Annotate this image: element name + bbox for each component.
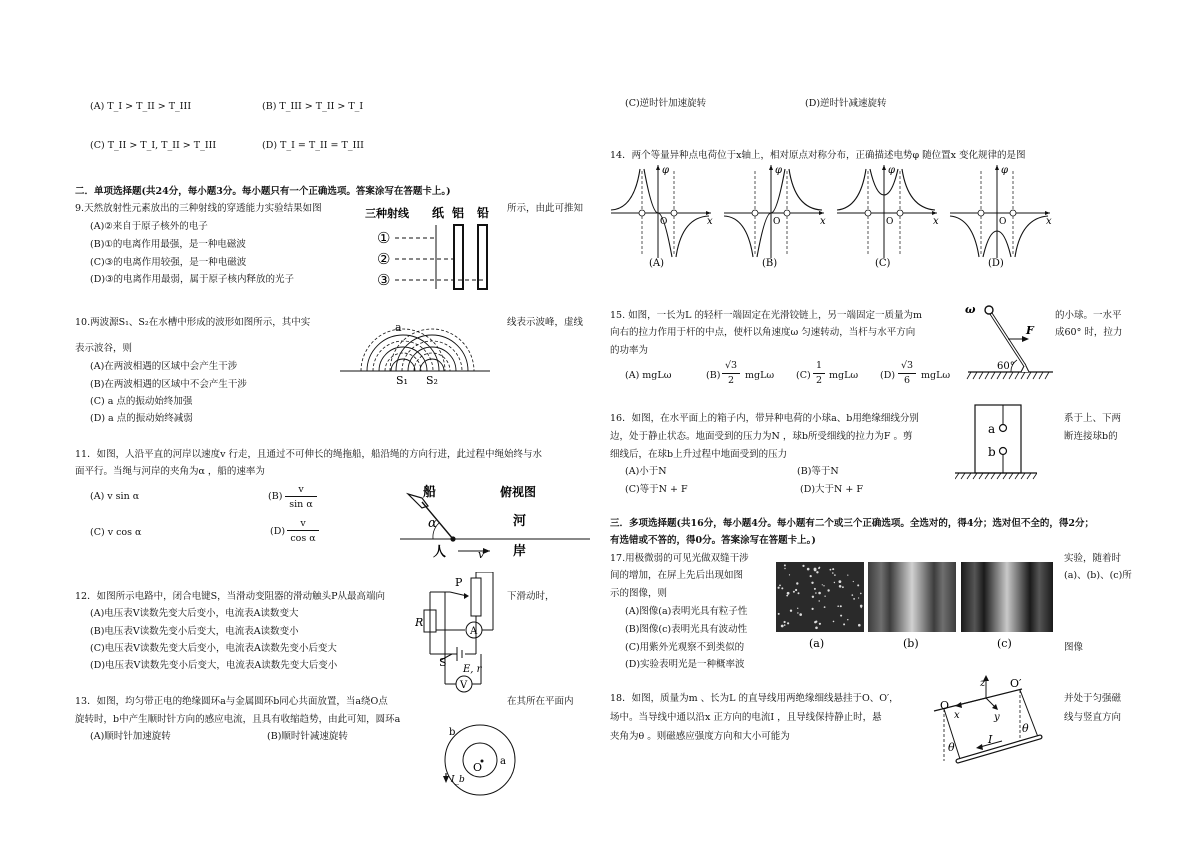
q14-phi-label-A: φ (662, 165, 670, 176)
q17-photon-dot (819, 600, 820, 601)
q17-photon-dot (814, 588, 816, 590)
q17-photon-dot (842, 586, 844, 588)
q11-boat-label: 船 (423, 485, 437, 500)
q17-option-c: (C)用紫外光观察不到类似的 (625, 642, 745, 653)
q15-f-label: F (1026, 324, 1034, 337)
q9-stem-a: 9.天然放射性元素放出的三种射线的穿透能力实验结果如图 (75, 203, 322, 214)
q14-charge-right-B (784, 210, 790, 216)
q15-option-d-num: √3 (900, 360, 914, 371)
q14-phi-arrow-B (769, 165, 773, 170)
q9-option-a: (A)②来自于原子核外的电子 (90, 221, 208, 232)
q11-option-d-den: cos α (290, 533, 316, 544)
q14-stem: 14．两个等量异种点电荷位于x轴上，相对原点对称分布，正确描述电势φ 随位置x 变化规律的是图 (610, 150, 1026, 161)
q14-curve-C (837, 169, 935, 210)
q15-option-c-label: (C) (796, 370, 811, 381)
q11-option-c: (C) v cos α (90, 527, 142, 538)
q17-photon-dot (781, 625, 784, 628)
q17-option-a: (A)图像(a)表明光具有粒子性 (625, 606, 748, 617)
q14-charge-left-C (865, 210, 871, 216)
q17-photon-dot (814, 568, 817, 571)
q17-photon-dot (778, 613, 780, 615)
q15-stem-d: 成60° 时，拉力 (1055, 327, 1123, 338)
q17-photon-dot (860, 593, 862, 595)
q11-person-label: 人 (433, 545, 447, 560)
q11-option-d-num: v (300, 518, 306, 529)
q17-stem-e: 示的图像，则 (610, 588, 668, 599)
q16-option-d: (D)大于N + F (800, 484, 863, 495)
q15-option-d-label: (D) (880, 370, 896, 381)
q11-stem-a: 11．如图，人沿平直的河岸以速度v 行走，且通过不可伸长的绳拖船，船沿绳的方向行进，此过程中绳始终与水 (75, 449, 542, 460)
q17-photon-dot (787, 592, 790, 595)
q15-angle-label: 60° (997, 361, 1015, 372)
q15-option-d-fraction-bar (898, 373, 916, 374)
q11-view-label: 俯视图 (500, 485, 537, 499)
q17-photon-dot (853, 581, 854, 582)
q15-rod-figure (965, 298, 1055, 383)
q14-x-label-B: x (820, 216, 826, 227)
q11-option-a: (A) v sin α (90, 491, 140, 502)
q17-photon-dot (812, 608, 814, 610)
q15-option-b-num: √3 (724, 360, 738, 371)
q9-option-c: (C)③的电离作用较强，是一种电磁波 (90, 257, 247, 268)
q12-ammeter-label: A (470, 626, 478, 637)
q13-stem-b: 在其所在平面内 (507, 696, 574, 707)
q18-point-o-label: O (940, 699, 950, 712)
q14-charge-left-D (978, 210, 984, 216)
q16-ball-b-label: b (988, 445, 996, 459)
q12-p-label: P (455, 576, 463, 589)
q17-photon-dot (779, 585, 781, 587)
q16-stem-d: 断连接球b的 (1064, 431, 1118, 442)
q14-charge-right-A (671, 210, 677, 216)
q17-photon-dot (815, 592, 817, 594)
q14-x-label-C: x (933, 216, 939, 227)
q13-stem-a: 13．如图，均匀带正电的绝缘圆环a与金属圆环b同心共面放置，当a绕O点 (75, 696, 388, 707)
q18-point-o1-label: O′ (1010, 677, 1022, 690)
q11-option-d-label: (D) (270, 526, 286, 537)
q9-option-b: (B)①的电离作用最强，是一种电磁波 (90, 239, 246, 250)
q10-point-a-label: a (395, 321, 402, 334)
q13-stem-c: 旋转时，b中产生顺时针方向的感应电流，且具有收缩趋势，由此可知，圆环a (75, 714, 401, 725)
q13-ring-b-label: b (449, 727, 456, 738)
q17-stem-d: (a)、(b)、(c)所 (1064, 570, 1132, 581)
q17-photon-dot (847, 575, 848, 576)
q15-option-b-label: (B) (706, 370, 721, 381)
q17-photon-dot (839, 585, 842, 588)
q17-photon-dot (819, 623, 821, 625)
q9-ray-1-label: ① (377, 229, 391, 247)
q17-photon-dot (827, 589, 829, 591)
q18-axis-y-label: y (994, 712, 1000, 723)
q14-phi-arrow-C (882, 165, 886, 170)
q17-photon-dot (814, 621, 816, 623)
q17-option-d: (D)实验表明光是一种概率波 (625, 659, 745, 670)
prev-option-b: (B) T_III > T_II > T_I (262, 101, 364, 112)
q12-option-a: (A)电压表V读数先变大后变小，电流表A读数变大 (90, 608, 299, 619)
q17-photon-dot (840, 615, 842, 617)
q18-stem-d: 线与竖直方向 (1064, 712, 1122, 723)
q17-photon-dot (834, 582, 835, 583)
q12-stem-a: 12．如图所示电路中，闭合电键S，当滑动变阻器的滑动触头P从最高端向 (75, 591, 385, 602)
q14-x-arrow-B (819, 211, 824, 215)
q13-option-b: (B)顺时针减速旋转 (267, 731, 348, 742)
q17-photon-dot (781, 587, 783, 589)
q14-origin-label-D: O (999, 217, 1007, 227)
q17-option-c-tail: 图像 (1064, 642, 1084, 653)
q9-ray-2-label: ② (377, 250, 391, 268)
q18-stem-a: 18．如图，质量为m 、长为L 的直导线用两绝缘细线悬挂于O、O′， (610, 693, 899, 704)
q10-s2-label: S₂ (426, 374, 438, 387)
q17-photon-dot (807, 568, 810, 571)
q10-option-c: (C) a 点的振动始终加强 (90, 396, 193, 407)
q14-x-arrow-A (706, 211, 711, 215)
q17-stem-a: 17.用极微弱的可见光做双缝干涉 (610, 553, 749, 564)
q17-photon-dot (840, 605, 842, 607)
q14-x-arrow-C (932, 211, 937, 215)
q17-photon-dot (858, 597, 859, 598)
q13-option-c: (C)逆时针加速旋转 (625, 98, 707, 109)
q15-option-d-tail: mgLω (921, 370, 951, 381)
q17-photon-dot (795, 589, 797, 591)
q14-option-label-D: (D) (988, 258, 1004, 268)
q11-alpha-label: α (428, 516, 437, 531)
q10-stem-c: 表示波谷，则 (75, 343, 133, 354)
q14-charge-right-C (897, 210, 903, 216)
q17-photon-dot (857, 584, 859, 586)
q17-photon-dot (811, 582, 813, 584)
q16-stem-a: 16．如图，在水平面上的箱子内，带异种电荷的小球a、b用绝缘细线分别 (610, 413, 919, 424)
q13-rings-figure (440, 715, 520, 799)
q17-photon-dot (823, 585, 824, 586)
q17-photon-dot (812, 596, 814, 598)
prev-option-d: (D) T_I = T_II = T_III (262, 140, 364, 151)
q17-photon-dot (832, 572, 834, 574)
q15-option-a: (A) mgLω (625, 370, 672, 381)
q18-stem-e: 夹角为θ 。则磁感应强度方向和大小可能为 (610, 731, 790, 742)
q10-wave-figure (340, 318, 490, 388)
q13-option-a: (A)顺时针加速旋转 (90, 731, 171, 742)
q9-option-d: (D)③的电离作用最弱，属于原子核内释放的光子 (90, 274, 295, 285)
q17-label-a: (a) (809, 637, 825, 650)
q9-stem-b: 所示，由此可推知 (507, 203, 584, 214)
q12-switch-label: S (439, 656, 447, 669)
q17-photon-dot (852, 594, 854, 596)
q13-center-o-label: O (473, 761, 483, 774)
q11-stem-b: 面平行。当绳与河岸的夹角为α ，船的速率为 (75, 466, 265, 477)
q12-circuit-figure (415, 572, 500, 694)
q13-ring-a-label: a (500, 756, 506, 767)
q16-option-c: (C)等于N + F (625, 484, 688, 495)
q9-fig-title: 三种射线 (365, 207, 409, 220)
q17-photon-dot (853, 598, 855, 600)
q11-option-b-label: (B) (268, 491, 283, 502)
q17-photon-dot (847, 619, 848, 620)
q17-photon-dot (824, 596, 825, 597)
q10-option-a: (A)在两波相遇的区域中会产生干涉 (90, 361, 238, 372)
q18-wire-figure (930, 675, 1055, 775)
q9-fig-pb: 铅 (477, 206, 490, 220)
q14-graph-group (611, 165, 1052, 268)
q15-stem-c: 向右的拉力作用于杆的中点，使杆以角速度ω 匀速转动，当杆与水平方向 (610, 327, 916, 338)
q17-photon-dot (789, 574, 790, 575)
section2-header: 二．单项选择题(共24分，每小题3分。每小题只有一个正确选项。答案涂写在答题卡上。) (75, 186, 451, 197)
q17-photon-dot (815, 627, 818, 630)
q15-option-c-fraction-bar (813, 373, 825, 374)
q14-phi-label-B: φ (775, 165, 783, 176)
q17-photon-dot (790, 610, 792, 612)
q17-photon-dot (834, 574, 836, 576)
q17-label-b: (b) (903, 637, 919, 650)
q11-option-b-num: v (298, 484, 304, 495)
q11-v-label: v (478, 548, 485, 560)
q16-box-figure (955, 402, 1037, 482)
q17-photon-dot (832, 568, 834, 570)
q17-photon-dot (818, 592, 821, 595)
q11-option-d-fraction-bar (287, 530, 319, 531)
q14-phi-label-D: φ (1001, 165, 1009, 176)
q14-x-arrow-D (1045, 211, 1050, 215)
q17-photon-dot (797, 608, 798, 609)
q18-axis-z-label: z (980, 678, 986, 689)
q17-photon-dot (799, 613, 802, 616)
q14-graphs-figure (608, 163, 1078, 268)
q14-x-label-D: x (1046, 216, 1052, 227)
q17-fringe-figure (773, 560, 1058, 655)
q17-label-c: (c) (997, 637, 1012, 650)
q17-photon-dot (784, 621, 786, 623)
q18-theta-right-label: θ (1022, 722, 1029, 735)
q12-r-label: R (415, 616, 424, 629)
q16-option-a: (A)小于N (625, 466, 667, 477)
q17-photon-dot (816, 571, 818, 573)
q14-origin-label-A: O (660, 217, 668, 227)
q18-theta-left-label: θ (948, 741, 955, 754)
q14-origin-label-C: O (886, 217, 894, 227)
q18-stem-b: 并处于匀强磁 (1064, 693, 1122, 704)
q10-option-b: (B)在两波相遇的区域中不会产生干涉 (90, 379, 247, 390)
q17-image-c (961, 562, 1053, 632)
q14-phi-arrow-D (995, 165, 999, 170)
q14-option-label-B: (B) (762, 258, 778, 268)
q17-photon-dot (858, 624, 861, 627)
q15-stem-a: 15. 如图，一长为L 的轻杆一端固定在光滑铰链上，另一端固定一质量为m (610, 310, 922, 321)
q9-fig-al: 铝 (452, 206, 465, 220)
q16-stem-c: 边，处于静止状态。地面受到的压力为N ，球b所受细线的拉力为F 。剪 (610, 431, 913, 442)
q17-photon-dot (797, 612, 798, 613)
q16-ball-a-label: a (988, 422, 996, 436)
q11-river-label: 河 (513, 514, 527, 529)
q17-option-b: (B)图像(c)表明光具有波动性 (625, 624, 748, 635)
q17-photon-dot (798, 592, 800, 594)
q18-axis-x-label: x (954, 710, 960, 721)
q11-shore-label: 岸 (513, 544, 527, 559)
q11-boat-figure (400, 480, 590, 560)
q12-emf-label: E, r (463, 664, 482, 675)
q9-radiation-figure (365, 205, 500, 293)
q14-phi-label-C: φ (888, 165, 896, 176)
q12-option-d: (D)电压表V读数先变小后变大，电流表A读数先变大后变小 (90, 660, 338, 671)
q12-voltmeter-label: V (460, 680, 468, 691)
q10-option-d: (D) a 点的振动始终减弱 (90, 413, 193, 424)
q12-option-c: (C)电压表V读数先变大后变小，电流表A读数先变小后变大 (90, 643, 337, 654)
q17-photon-dot (778, 587, 780, 589)
q17-photon-dot (802, 565, 804, 567)
q15-option-c-den: 2 (815, 375, 823, 386)
q11-option-b-fraction-bar (285, 496, 317, 497)
q17-photon-dot (784, 564, 786, 566)
q17-photon-dot (861, 607, 862, 608)
q17-photon-dot (830, 569, 832, 571)
q14-option-label-A: (A) (649, 258, 665, 268)
q17-photon-dot (837, 605, 839, 607)
prev-option-a: (A) T_I > T_II > T_III (90, 101, 192, 112)
q14-option-label-C: (C) (875, 258, 891, 268)
prev-option-c: (C) T_II > T_I, T_II > T_III (90, 140, 217, 151)
q12-stem-b: 下滑动时， (507, 591, 555, 602)
q17-photon-dot (818, 567, 820, 569)
q14-origin-label-B: O (773, 217, 781, 227)
q10-s1-label: S₁ (396, 374, 408, 387)
q13-option-d: (D)逆时针减速旋转 (805, 98, 887, 109)
q16-stem-b: 系于上、下两 (1064, 413, 1122, 424)
q15-option-c-tail: mgLω (829, 370, 859, 381)
section3-header-a: 三．多项选择题(共16分，每小题4分。每小题有二个或三个正确选项。全选对的，得4分；选对但不全的，得2分； (610, 518, 1095, 529)
q17-photon-dot (824, 606, 826, 608)
q17-photon-dot (796, 582, 798, 584)
q17-photon-dot (786, 595, 788, 597)
q15-option-d-den: 6 (903, 375, 911, 386)
q14-charge-left-A (639, 210, 645, 216)
q17-photon-dot (843, 623, 845, 625)
q14-x-label-A: x (707, 216, 713, 227)
q13-current-label: I_b (451, 775, 465, 785)
q17-photon-dot (833, 621, 835, 623)
q17-photon-dot (784, 624, 786, 626)
q10-stem-a: 10.两波源S₁、S₂在水槽中形成的波形如图所示，其中实 (75, 317, 311, 328)
q17-photon-dot (784, 568, 785, 569)
q11-option-b-den: sin α (289, 499, 313, 510)
q15-omega-label: ω (965, 303, 976, 316)
q15-option-c-num: 1 (815, 360, 823, 371)
q15-stem-b: 的小球。一水平 (1055, 310, 1122, 321)
q17-stem-c: 间的增加，在屏上先后出现如图 (610, 570, 744, 581)
q17-photon-dot (793, 591, 795, 593)
q9-ray-3-label: ③ (377, 271, 391, 289)
q17-photon-dot (787, 622, 789, 624)
q17-photon-dot (839, 580, 842, 583)
q17-photon-dot (810, 575, 812, 577)
q15-option-b-tail: mgLω (745, 370, 775, 381)
q14-charge-right-D (1010, 210, 1016, 216)
q15-option-b-fraction-bar (722, 373, 740, 374)
q17-image-a (776, 562, 864, 632)
q9-fig-paper: 纸 (432, 206, 445, 220)
q18-current-label: I (988, 733, 993, 746)
q14-charge-left-B (752, 210, 758, 216)
q17-image-b (868, 562, 956, 632)
q12-option-b: (B)电压表V读数先变小后变大，电流表A读数变小 (90, 626, 299, 637)
q16-option-b: (B)等于N (797, 466, 839, 477)
q15-stem-e: 的功率为 (610, 345, 649, 356)
q17-photon-dot (822, 584, 823, 585)
section3-header-b: 有选错或不答的，得0分。答案涂写在答题卡上。) (610, 535, 816, 546)
q16-stem-e: 细线后，在球b上升过程中地面受到的压力 (610, 449, 788, 460)
q15-option-b-den: 2 (727, 375, 735, 386)
q10-stem-b: 线表示波峰，虚线 (507, 317, 584, 328)
q14-phi-arrow-A (656, 165, 660, 170)
q18-stem-c: 场中。当导线中通以沿x 正方向的电流I ，且导线保持静止时，悬 (610, 712, 882, 723)
q17-stem-b: 实验，随着时 (1064, 553, 1122, 564)
